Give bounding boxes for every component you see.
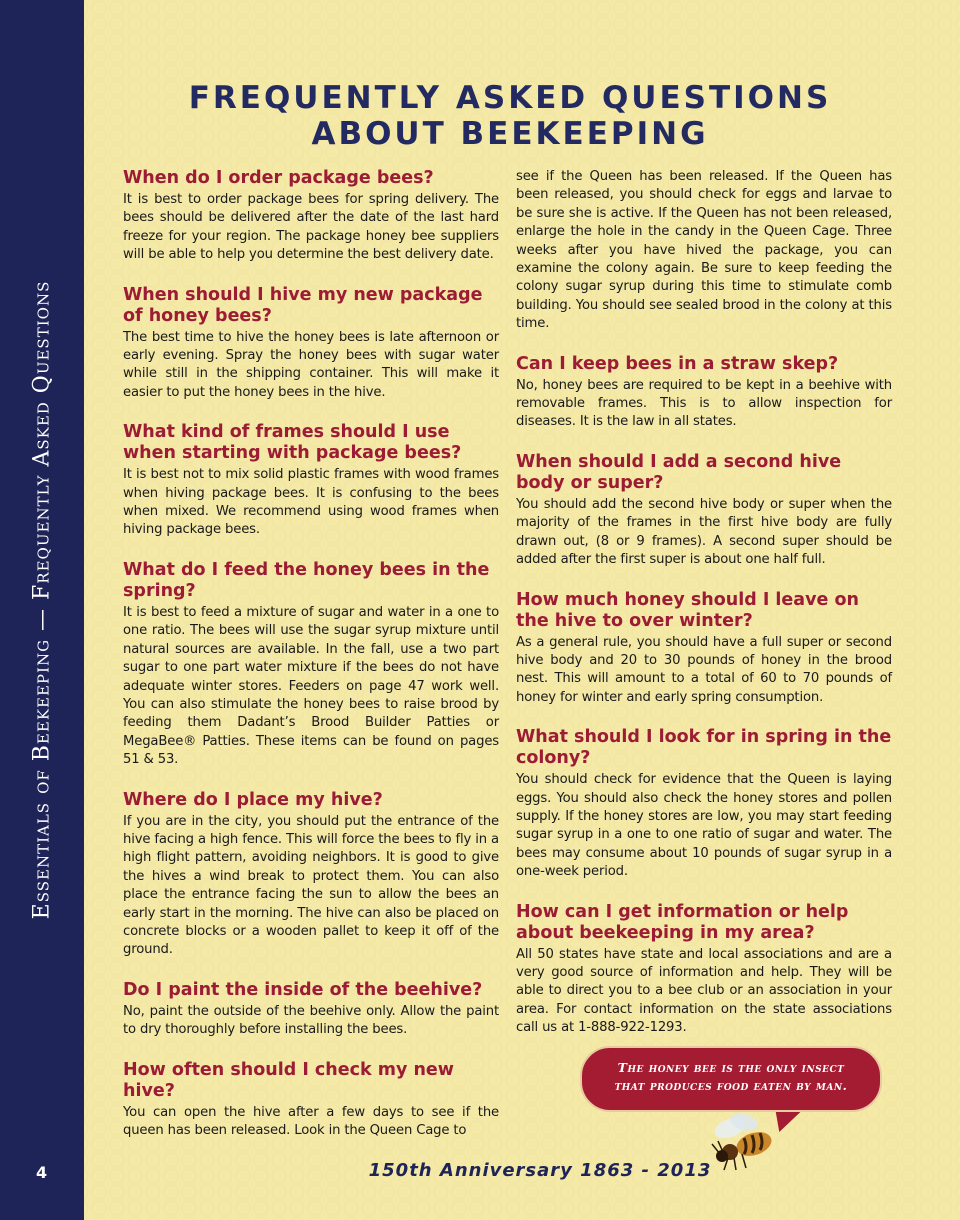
faq-question: What should I look for in spring in the colony?: [516, 727, 892, 769]
faq-item: [123, 422, 499, 540]
left-column: [123, 168, 499, 1160]
faq-item: [123, 1060, 499, 1141]
right-column: [516, 168, 892, 1058]
faq-answer: No, paint the outside of the beehive only. Allow the paint to dry thoroughly before installing the bees.: [123, 1003, 499, 1038]
faq-question: When should I hive my new package of honey bees?: [123, 284, 483, 326]
faq-answer: As a general rule, you should have a full super or second hive body and 20 to 30 pounds of honey in the brood nest. This will amount to a total of 60 to 70 pounds of honey for winter and early spring consumption.: [516, 634, 892, 705]
faq-item: [123, 285, 499, 403]
footer-anniversary: 150th Anniversary 1863 - 2013: [368, 1160, 712, 1181]
faq-question: Where do I place my hive?: [123, 789, 383, 810]
faq-question: Do I paint the inside of the beehive?: [123, 979, 483, 1000]
faq-item: [123, 980, 499, 1040]
faq-question: How often should I check my new hive?: [123, 1059, 454, 1101]
faq-answer: You should add the second hive body or super when the majority of the frames in the first hive body are fully drawn out, (8 or 9 frames). A second super should be added after the first super is about one half full.: [516, 496, 892, 568]
callout-line-2: that produces food eaten by man.: [614, 1078, 848, 1093]
faq-item: [516, 354, 892, 432]
faq-item: [123, 560, 499, 770]
sidebar: [0, 0, 84, 1220]
faq-item: [516, 452, 892, 570]
faq-answer: No, honey bees are required to be kept in a beehive with removable frames. This is to allow inspection for diseases. It is the law in all states.: [516, 377, 892, 430]
faq-answer: It is best not to mix solid plastic frames with wood frames when hiving package bees. It is confusing to the bees when mixed. We recommend using wood frames when hiving package bees.: [123, 467, 499, 538]
page-title-line-2: ABOUT BEEKEEPING: [311, 116, 709, 152]
faq-continued: [516, 168, 892, 334]
callout-line-1: The honey bee is the only insect: [617, 1060, 845, 1075]
faq-answer: If you are in the city, you should put the entrance of the hive facing a high fence. This will force the bees to fly in a high flight pattern, avoiding neighbors. It is good to give the hives a wind break to protect them. You can also place the entrance facing the sun to allow the bees an early start in the morning. The hive can also be placed on concrete blocks or a wooden pallet to keep it off of the ground.: [123, 813, 499, 958]
faq-question: When do I order package bees?: [123, 168, 434, 188]
faq-question: How can I get information or help about beekeeping in my area?: [516, 901, 849, 943]
faq-question: What kind of frames should I use when starting with package bees?: [123, 422, 462, 464]
faq-item: [516, 902, 892, 1038]
page-title-line-1: FREQUENTLY ASKED QUESTIONS: [188, 80, 832, 116]
faq-item: [516, 727, 892, 881]
callout-bubble: [580, 1046, 882, 1112]
faq-question: What do I feed the honey bees in the spring?: [123, 559, 490, 601]
page-number: 4: [36, 1163, 48, 1182]
faq-answer: It is best to order package bees for spring delivery. The bees should be delivered after the date of the last hard freeze for your region. The package honey bee suppliers will be able to help you determine the best delivery date.: [123, 192, 499, 263]
faq-answer: You should check for evidence that the Queen is laying eggs. You should also check the honey stores and pollen supply. If the honey stores are low, you may start feeding sugar syrup in a one to one ratio of sugar and water. The bees may consume about 10 pounds of sugar syrup in a one-week period.: [516, 772, 892, 880]
running-title: Essentials of Beekeeping — Frequently Asked Questions: [29, 280, 55, 920]
faq-item: [123, 790, 499, 960]
faq-answer-continued: see if the Queen has been released. If the Queen has been released, you should check for eggs and larvae to be sure she is active. If the Queen has not been released, enlarge the hole in the candy in the Queen Cage. Three weeks after you have hived the package, you can examine the colony again. Be sure to keep feeding the colony sugar syrup during this time to stimulate comb building. You should see sealed brood in the colony at this time.: [516, 169, 892, 332]
faq-answer: It is best to feed a mixture of sugar and water in a one to one ratio. The bees will use the sugar syrup mixture until natural sources are available. In the fall, use a two part sugar to one part water mixture if the bees do not have adequate winter stores. Feeders on page 47 work well. You can also stimulate the honey bees to raise brood by feeding them Dadant’s Brood Builder Patties or MegaBee® Patties. These items can be found on pages 51 & 53.: [123, 604, 499, 768]
faq-item: [123, 168, 499, 265]
faq-item: [516, 590, 892, 708]
faq-answer: All 50 states have state and local associations and are a very good source of information and help. They will be able to direct you to a bee club or an association in your area. For contact information on the state associations call us at 1-888-922-1293.: [516, 946, 892, 1036]
faq-question: When should I add a second hive body or super?: [516, 451, 842, 493]
faq-answer: You can open the hive after a few days to see if the queen has been released. Look in the Queen Cage to: [123, 1104, 499, 1138]
faq-answer: The best time to hive the honey bees is late afternoon or early evening. Spray the honey bees with sugar water while still in the shipping container. This will make it easier to put the honey bees in the hive.: [123, 329, 499, 400]
faq-question: How much honey should I leave on the hive to over winter?: [516, 589, 859, 631]
faq-question: Can I keep bees in a straw skep?: [516, 353, 839, 374]
